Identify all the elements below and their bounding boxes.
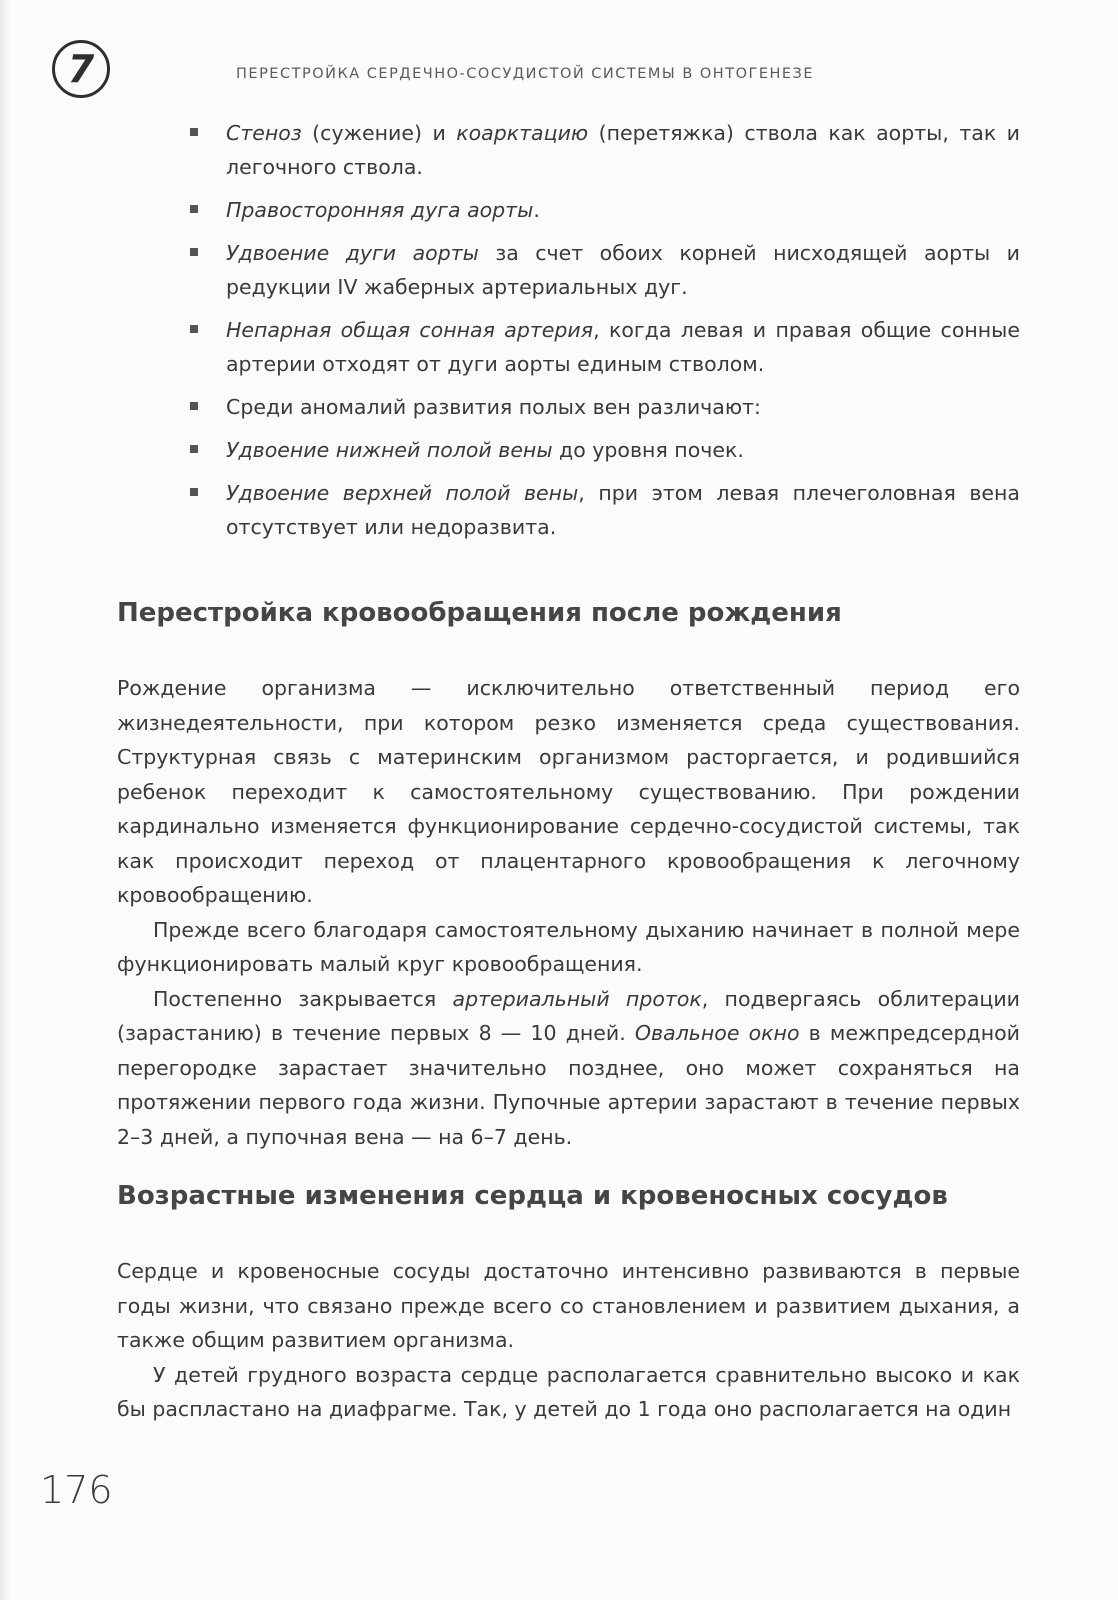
bullet-icon: [190, 205, 198, 213]
chapter-number-badge: 7: [52, 40, 110, 98]
paragraph: Рождение организма — исключительно ответственный период его жизнедеятельности, при котором резко изменяется среда существования. Структурная связь с материнским организмом расторгается, и родившийся ребенок переходит к самостоятельному существованию. При рождении кардинально изменяется функционирование сердечно-сосудистой системы, так как происходит переход от плацентарного кровообращения к легочному кровообращению.: [117, 676, 1020, 907]
bullet-icon: [190, 248, 198, 256]
list-item: Правосторонняя дуга аорты.: [190, 193, 1020, 227]
bullet-icon: [190, 488, 198, 496]
section-heading-age-changes: Возрастные изменения сердца и кровеносных сосудов: [117, 1181, 948, 1211]
paragraph: Постепенно закрывается артериальный проток, подвергаясь облитерации (зарастанию) в течение первых 8 — 10 дней. Овальное окно в межпредсердной перегородке зарастает значительно позднее, оно может сохраняться на протяжении первого года жизни. Пупочные артерии зарастают в течение первых 2–3 дней, а пупочная вена — на 6–7 день.: [117, 986, 1020, 1149]
section-body-age-changes: [117, 1254, 1020, 1427]
anomaly-bullet-list: [190, 116, 1020, 553]
list-item: Среди аномалий развития полых вен различают:: [190, 390, 1020, 424]
paragraph: У детей грудного возраста сердце располагается сравнительно высоко и как бы распластано на диафрагме. Так, у детей до 1 года оно располагается на один: [117, 1362, 1020, 1421]
section-body-postnatal: [117, 671, 1020, 1154]
list-item: Удвоение дуги аорты за счет обоих корней нисходящей аорты и редукции IV жаберных артериальных дуг.: [190, 236, 1020, 304]
section-heading-postnatal: Перестройка кровообращения после рождения: [117, 598, 842, 628]
bullet-icon: [190, 128, 198, 136]
paragraph: Сердце и кровеносные сосуды достаточно интенсивно развиваются в первые годы жизни, что связано прежде всего со становлением и развитием дыхания, а также общим развитием организма.: [117, 1259, 1020, 1352]
bullet-icon: [190, 325, 198, 333]
list-item: Стеноз (сужение) и коарктацию (перетяжка) ствола как аорты, так и легочного ствола.: [190, 116, 1020, 184]
bullet-icon: [190, 445, 198, 453]
list-item: Непарная общая сонная артерия, когда левая и правая общие сонные артерии отходят от дуги аорты единым стволом.: [190, 313, 1020, 381]
list-item: Удвоение верхней полой вены, при этом левая плечеголовная вена отсутствует или недоразвита.: [190, 476, 1020, 544]
bullet-icon: [190, 402, 198, 410]
page-number: 176: [40, 1468, 113, 1512]
running-header: ПЕРЕСТРОЙКА СЕРДЕЧНО-СОСУДИСТОЙ СИСТЕМЫ В ОНТОГЕНЕЗЕ: [236, 66, 815, 82]
list-item: Удвоение нижней полой вены до уровня почек.: [190, 433, 1020, 467]
page-gutter-shadow: [0, 0, 10, 1600]
paragraph: Прежде всего благодаря самостоятельному дыханию начинает в полной мере функционировать малый круг кровообращения.: [117, 917, 1020, 976]
